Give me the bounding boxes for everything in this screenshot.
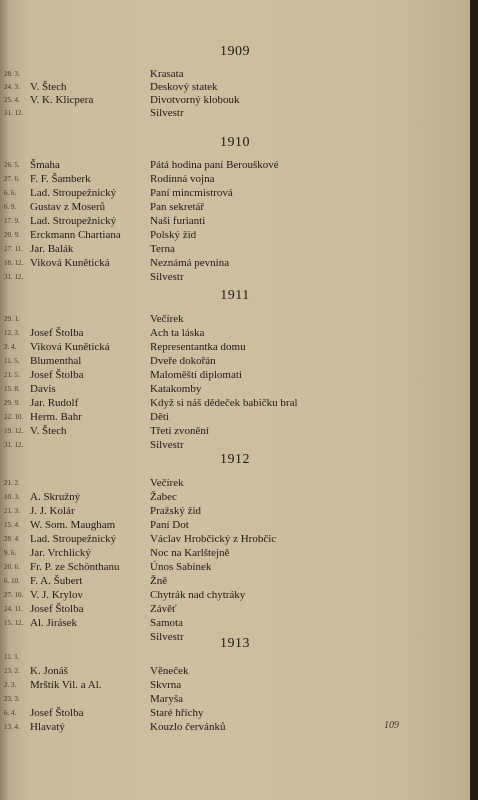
date-cell: 6. 6.: [4, 189, 17, 197]
year-heading: 1913: [220, 636, 250, 651]
date-cell: 21. 2.: [4, 479, 20, 487]
repertoire-row: [0, 720, 470, 734]
repertoire-row: [0, 312, 470, 326]
author-cell: Lad. Stroupežnický: [30, 187, 117, 199]
date-cell: 20. 9.: [4, 231, 20, 239]
date-cell: 21. 3.: [4, 507, 20, 515]
title-cell: Rodinná vojna: [150, 173, 215, 185]
author-cell: Jar. Vrchlický: [30, 547, 91, 559]
repertoire-row: [0, 490, 470, 504]
date-cell: 15. 8.: [4, 385, 20, 393]
date-cell: 28. 4.: [4, 535, 20, 543]
repertoire-row: [0, 588, 470, 602]
author-cell: Viková Kunětická: [30, 341, 110, 353]
date-cell: 10. 3.: [4, 493, 20, 501]
repertoire-row: [0, 172, 470, 186]
repertoire-row: [0, 354, 470, 368]
repertoire-row: [0, 476, 470, 490]
year-heading: 1910: [220, 135, 250, 150]
repertoire-row: [0, 326, 470, 340]
year-heading: 1912: [220, 452, 250, 467]
author-cell: Herm. Bahr: [30, 411, 82, 423]
date-cell: 11. 5.: [4, 357, 20, 365]
date-cell: 18. 12.: [4, 259, 24, 267]
repertoire-row: [0, 158, 470, 172]
title-cell: Kouzlo červánků: [150, 721, 226, 733]
repertoire-row: [0, 340, 470, 354]
repertoire-row: [0, 678, 470, 692]
date-cell: 31. 12.: [4, 109, 24, 117]
title-cell: Večírek: [150, 477, 184, 489]
title-cell: Věneček: [150, 665, 189, 677]
repertoire-row: [0, 504, 470, 518]
author-cell: Blumenthal: [30, 355, 82, 367]
author-cell: Josef Štolba: [30, 369, 84, 381]
author-cell: Josef Štolba: [30, 603, 84, 615]
date-cell: 27. 6.: [4, 175, 20, 183]
author-cell: V. Štech: [30, 81, 67, 93]
author-cell: Davis: [30, 383, 56, 395]
author-cell: Hlavatý: [30, 721, 65, 733]
page-number: 109: [384, 720, 399, 731]
repertoire-row: [0, 692, 470, 706]
repertoire-row: [0, 67, 470, 81]
title-cell: Paní mincmistrová: [150, 187, 233, 199]
repertoire-row: [0, 242, 470, 256]
title-cell: Pan sekretář: [150, 201, 205, 213]
repertoire-row: [0, 664, 470, 678]
repertoire-row: [0, 93, 470, 107]
title-cell: Žně: [150, 575, 168, 587]
title-cell: Chytrák nad chytráky: [150, 589, 246, 601]
repertoire-row: [0, 186, 470, 200]
date-cell: 2. 4.: [4, 343, 17, 351]
repertoire-row: [0, 368, 470, 382]
date-cell: 9. 6.: [4, 549, 17, 557]
title-cell: Ach ta láska: [150, 327, 205, 339]
title-cell: Maryša: [150, 693, 183, 705]
title-cell: Maloměští diplomati: [150, 369, 242, 381]
author-cell: W. Som. Maugham: [30, 519, 116, 531]
title-cell: Pátá hodina paní Berouškové: [150, 159, 279, 171]
repertoire-row: [0, 200, 470, 214]
repertoire-row: [0, 602, 470, 616]
date-cell: 6. 10.: [4, 577, 20, 585]
date-cell: 23. 3.: [4, 695, 20, 703]
title-cell: Representantka domu: [150, 341, 246, 353]
repertoire-row: [0, 106, 470, 120]
title-cell: Neznámá pevnina: [150, 257, 230, 269]
date-cell: 20. 6.: [4, 563, 20, 571]
title-cell: Katakomby: [150, 383, 202, 395]
author-cell: F. A. Šubert: [30, 575, 83, 587]
title-cell: Závěť: [150, 603, 177, 615]
repertoire-row: [0, 706, 470, 720]
author-cell: Gustav z Moserů: [30, 201, 106, 213]
date-cell: 31. 12.: [4, 273, 24, 281]
title-cell: Naši furianti: [150, 215, 206, 227]
author-cell: Fr. P. ze Schönthanu: [30, 561, 120, 573]
repertoire-row: [0, 228, 470, 242]
author-cell: V. Štech: [30, 425, 67, 437]
author-cell: Šmaha: [30, 159, 60, 171]
date-cell: 28. 3.: [4, 70, 20, 78]
date-cell: 15. 4.: [4, 521, 20, 529]
author-cell: K. Jonáš: [30, 665, 68, 677]
date-cell: 6. 9.: [4, 203, 17, 211]
repertoire-row: [0, 382, 470, 396]
author-cell: J. J. Kolár: [30, 505, 75, 517]
date-cell: 17. 9.: [4, 217, 20, 225]
repertoire-row: [0, 438, 470, 452]
repertoire-row: [0, 80, 470, 94]
title-cell: Krasata: [150, 68, 184, 80]
book-edge: [470, 0, 478, 800]
author-cell: Lad. Stroupežnický: [30, 533, 117, 545]
repertoire-row: [0, 214, 470, 228]
date-cell: 27. 10.: [4, 591, 24, 599]
repertoire-row: [0, 546, 470, 560]
title-cell: Silvestr: [150, 107, 184, 119]
repertoire-row: [0, 518, 470, 532]
date-cell: 31. 12.: [4, 441, 24, 449]
year-heading: 1909: [220, 44, 250, 59]
date-cell: 24. 3.: [4, 83, 20, 91]
title-cell: Večírek: [150, 313, 184, 325]
title-cell: Terna: [150, 243, 175, 255]
date-cell: 12. 3.: [4, 329, 20, 337]
date-cell: 2. 3.: [4, 681, 17, 689]
title-cell: Staré hříchy: [150, 707, 204, 719]
title-cell: Únos Sabinek: [150, 561, 212, 573]
date-cell: 25. 4.: [4, 96, 20, 104]
repertoire-row: [0, 560, 470, 574]
author-cell: Lad. Stroupežnický: [30, 215, 117, 227]
date-cell: 26. 5.: [4, 161, 20, 169]
repertoire-row: [0, 650, 470, 664]
repertoire-row: [0, 256, 470, 270]
title-cell: Pražský žid: [150, 505, 202, 517]
date-cell: 22. 10.: [4, 413, 24, 421]
author-cell: Viková Kunětická: [30, 257, 110, 269]
title-cell: Deskový statek: [150, 81, 218, 93]
title-cell: Divotvorný klobouk: [150, 94, 240, 106]
date-cell: 29. 9.: [4, 399, 20, 407]
date-cell: 24. 11.: [4, 605, 23, 613]
repertoire-row: [0, 574, 470, 588]
title-cell: Silvestr: [150, 631, 184, 643]
date-cell: 13. 4.: [4, 723, 20, 731]
repertoire-row: [0, 424, 470, 438]
title-cell: Děti: [150, 411, 169, 423]
title-cell: Silvestr: [150, 271, 184, 283]
author-cell: F. F. Šamberk: [30, 173, 91, 185]
author-cell: V. K. Klicpera: [30, 94, 94, 106]
title-cell: Polský žid: [150, 229, 197, 241]
date-cell: 29. 1.: [4, 315, 20, 323]
author-cell: Josef Štolba: [30, 707, 84, 719]
repertoire-row: [0, 410, 470, 424]
title-cell: Paní Dot: [150, 519, 189, 531]
date-cell: 23. 2.: [4, 667, 20, 675]
author-cell: Mrštík Vil. a Al.: [30, 679, 102, 691]
author-cell: A. Skružný: [30, 491, 81, 503]
author-cell: Jar. Balák: [30, 243, 74, 255]
title-cell: Třetí zvonění: [150, 425, 209, 437]
date-cell: 27. 11.: [4, 245, 23, 253]
repertoire-row: [0, 616, 470, 630]
title-cell: Noc na Karlštejně: [150, 547, 230, 559]
author-cell: Jar. Rudolf: [30, 397, 79, 409]
author-cell: Josef Štolba: [30, 327, 84, 339]
date-cell: 19. 12.: [4, 427, 24, 435]
repertoire-row: [0, 270, 470, 284]
title-cell: Žabec: [150, 491, 177, 503]
title-cell: Skvrna: [150, 679, 182, 691]
date-cell: 21. 5.: [4, 371, 20, 379]
repertoire-row: [0, 396, 470, 410]
title-cell: Samota: [150, 617, 183, 629]
title-cell: Dveře dokořán: [150, 355, 216, 367]
author-cell: Al. Jirásek: [30, 617, 78, 629]
title-cell: Silvestr: [150, 439, 184, 451]
title-cell: Když si náš dědeček babičku bral: [150, 397, 298, 409]
date-cell: 6. 4.: [4, 709, 17, 717]
repertoire-row: [0, 532, 470, 546]
author-cell: Erckmann Chartiana: [30, 229, 121, 241]
author-cell: V. J. Krylov: [30, 589, 83, 601]
date-cell: 15. 12.: [4, 619, 24, 627]
year-heading: 1911: [220, 288, 250, 303]
date-cell: 11. 1.: [4, 653, 20, 661]
title-cell: Václav Hrobčický z Hrobčic: [150, 533, 277, 545]
